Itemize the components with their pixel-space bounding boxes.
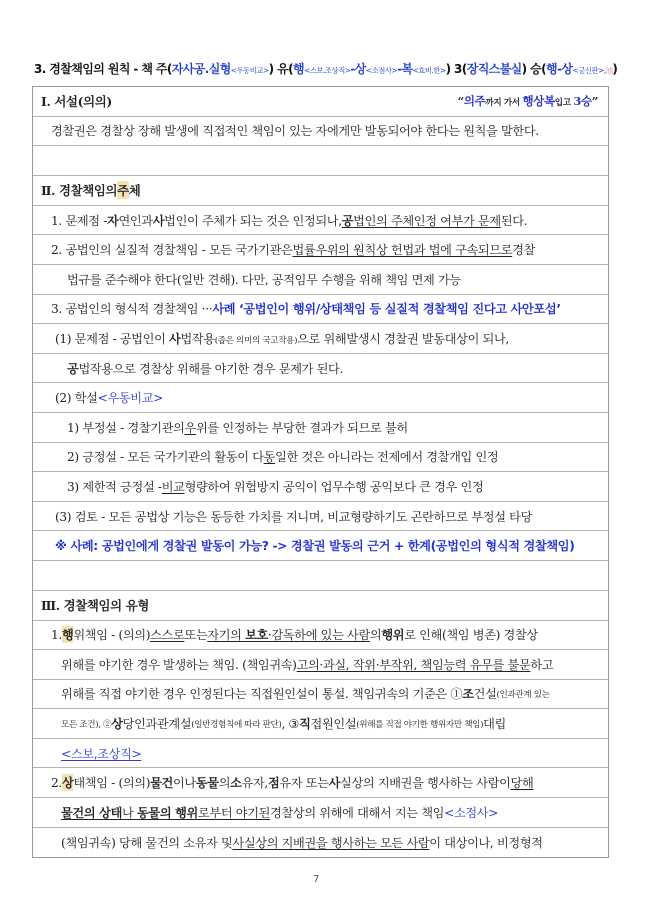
title-prefix: 3. 경찰책임의 원칙 - 책 주(	[34, 62, 172, 76]
item-text: 형량하여 위험방지 공익이 업무수행 공익보다 큰 경우 인정	[184, 479, 484, 494]
mnemonic-tag: <우동비교>	[97, 391, 164, 406]
bold-char: 소	[230, 776, 242, 791]
mnemonic-key: 3승	[573, 94, 592, 109]
list-item-continuation	[33, 265, 608, 295]
bold-text: 물건	[150, 776, 173, 791]
blank-row	[33, 146, 608, 176]
case-note: 사례 ‘공법인이 행위/상태책임 등 실질적 경찰책임 진다고 사안포섭’	[212, 302, 561, 317]
item-text: 1.	[51, 627, 62, 642]
section-title: Ⅱ. 경찰책임의	[41, 183, 118, 199]
item-text: 경찰	[512, 243, 536, 258]
blank-row	[33, 561, 608, 591]
highlighted-char: 주	[117, 183, 129, 199]
item-text: 이 대상이나, 비정형적	[429, 835, 543, 850]
case-note: ※ 사례: 공법인에게 경찰권 발동이 가능? -> 경찰권 발동의 근거 + 한계(공법인의 형식적 경찰책임)	[55, 539, 575, 554]
item-text: 1. 문제점 -	[51, 213, 108, 228]
small-note: (인과관계 있는	[496, 689, 550, 700]
item-text: 유자,	[241, 776, 268, 791]
underlined-text: 로부터 야기된	[197, 805, 271, 820]
list-item-continuation	[33, 650, 608, 680]
list-item-continuation	[33, 828, 608, 858]
title-succession-key: 행-상	[546, 62, 573, 76]
mnemonic-key: 행상복	[522, 94, 555, 109]
underlined-text: 사실상의 지배권을 행사하는 모든 사람	[232, 835, 430, 850]
title-subject-key: 자사공.실형	[171, 62, 231, 76]
title-type-note: <스보.조상직>	[304, 66, 351, 75]
title-text: -	[397, 62, 402, 76]
bold-text: 동물의 행위	[136, 805, 198, 820]
item-text: 된다.	[500, 213, 528, 228]
list-item-continuation	[33, 680, 608, 710]
title-subject-note: <우동비교>	[230, 66, 269, 75]
section-title: 체	[128, 183, 141, 199]
section-title: Ⅰ. 서설(의의)	[41, 94, 112, 110]
bold-char: 직	[299, 717, 311, 732]
item-text: 위를 인정하는 부당한 결과가 되므로 불허	[195, 420, 408, 435]
item-text: 접원인설	[310, 717, 357, 732]
bold-char: 사	[328, 776, 341, 791]
bold-text: 행위	[381, 628, 405, 643]
list-item	[33, 295, 608, 325]
title-text: ) 3(	[445, 62, 467, 76]
case-note-row	[33, 531, 608, 561]
item-text: (3) 검토 - 모든 공법상 기능은 동등한 가치를 지니며, 비교형량하기도 곤란하므로 부정설 타당	[55, 509, 533, 524]
mnemonic-key: 의주	[463, 94, 486, 109]
bold-char: 사	[169, 331, 181, 346]
title-succession-extra: 油	[605, 66, 613, 75]
underlined-text: 나	[122, 805, 137, 820]
bold-char: 공	[67, 361, 79, 376]
item-text: 2.	[51, 775, 62, 790]
bold-char: 공	[341, 213, 354, 228]
item-text: 대립	[483, 717, 506, 732]
underlined-text: 당해	[510, 776, 534, 791]
mnemonic-quote	[458, 93, 598, 109]
title-type-key: 상	[354, 62, 366, 76]
small-note: 모든 조건), ②	[61, 719, 112, 730]
mnemonic-text: 입고	[554, 98, 574, 109]
underlined-text: 비교	[161, 479, 185, 494]
underlined-text: 법률우위의 원칙상 헌법과 법에 구속되므로	[292, 243, 513, 258]
bold-text: 동물	[195, 776, 219, 791]
title-type-note: <효비.한>	[412, 66, 446, 75]
bold-text: 보호	[245, 628, 268, 643]
item-text: 3. 공법인의 형식적 경찰책임 ···	[51, 302, 213, 317]
list-item	[33, 206, 608, 236]
theory-item	[33, 472, 608, 502]
bold-char: 상	[111, 717, 123, 732]
item-text: 위책임 - (의의)	[73, 628, 151, 643]
item-text: 유자 또는	[279, 776, 329, 791]
title-text: ) 승(	[521, 62, 547, 76]
sub-item	[33, 383, 608, 413]
item-text: (2) 학설	[55, 391, 98, 406]
small-note: (일반경험칙에 따라 판단)	[191, 719, 282, 730]
title-text: )	[612, 62, 618, 76]
title-succession-note: <긍신판>,	[572, 66, 606, 75]
sub-item	[33, 324, 608, 354]
quote-mark: “	[457, 94, 464, 109]
title-text: ) 유(	[268, 62, 294, 76]
theory-item	[33, 443, 608, 473]
title-type-key: 행	[293, 62, 305, 76]
item-text: 법인이 주체가 되는 것은 인정되나,	[164, 213, 342, 228]
section-heading-subject	[33, 176, 608, 206]
item-text: 2) 긍정설 - 모든 국가기관의 활동이 다	[67, 450, 264, 465]
title-type-note: <소점사>	[365, 66, 398, 75]
mnemonic-tag: <소점사>	[444, 805, 499, 820]
list-item-continuation	[33, 739, 608, 769]
highlighted-char: 행	[61, 628, 74, 643]
item-text: 당인과관계설	[122, 717, 192, 732]
item-text: 하고	[530, 657, 554, 672]
item-text: 법작용으로 경찰상 위해를 야기한 경우 문제가 된다.	[78, 361, 343, 376]
underlined-text: 우	[184, 420, 196, 435]
quote-mark: ”	[591, 94, 598, 109]
title-text: -	[350, 62, 355, 76]
list-item	[33, 768, 608, 798]
item-text: (1) 문제점 - 공법인이	[55, 331, 170, 346]
small-note: (좁은 의미의 국고작용)	[214, 335, 298, 346]
section-heading-intro	[33, 87, 608, 117]
item-text: 로 인해(책임 병존) 경찰상	[404, 628, 538, 643]
page-number: 7	[313, 874, 320, 885]
item-text: 의	[218, 776, 231, 791]
item-text: 의	[369, 628, 382, 643]
small-note: (위해를 직접 야기한 행위자만 책임)	[356, 719, 484, 730]
section-heading-types	[33, 591, 608, 621]
underlined-text: 동	[263, 450, 276, 465]
mnemonic-tag: <스보,조상직>	[61, 746, 142, 761]
item-text: (책임귀속) 당해 물건의 소유자 및	[61, 835, 233, 850]
underlined-text: ·감독하에 있는 사람	[267, 628, 370, 643]
item-text: 1) 부정설 - 경찰기관의	[67, 420, 185, 435]
bold-char: 사	[152, 213, 165, 228]
section-title: Ⅲ. 경찰책임의 유형	[41, 598, 149, 614]
definition-row	[33, 117, 608, 147]
bold-char: 조	[462, 687, 474, 702]
item-text: 또는	[184, 628, 208, 643]
item-text: 위해를 직접 야기한 경우 인정된다는 직접원인설이 통설. 책임귀속의 기준은 ①	[61, 687, 463, 702]
underlined-text: 법인의 주체인정 여부가 문제	[353, 213, 501, 228]
item-text: 연인과	[118, 213, 153, 228]
item-text: 3) 제한적 긍정설 -	[67, 479, 162, 494]
list-item	[33, 235, 608, 265]
list-item-continuation	[33, 798, 608, 828]
underlined-text: 스스로	[150, 628, 185, 643]
notes-table	[32, 86, 609, 858]
item-text: 으로 위해발생시 경찰권 발동대상이 되나,	[297, 331, 509, 346]
definition-text: 경찰권은 경찰상 장해 발생에 직접적인 책임이 있는 자에게만 발동되어야 한다는 원칙을 말한다.	[51, 124, 539, 139]
item-text: , ③	[281, 716, 300, 731]
item-text: 법작용	[180, 331, 215, 346]
bold-char: 점	[267, 776, 280, 791]
list-item-continuation	[33, 709, 608, 739]
item-text: 태책임 - (의의)	[73, 776, 151, 791]
highlighted-char: 상	[61, 776, 74, 791]
sub-item-continuation	[33, 354, 608, 384]
item-text: 이나	[172, 776, 196, 791]
bold-char: 자	[107, 213, 119, 228]
item-text: 위해를 야기한 경우 발생하는 책임. (책임귀속)	[61, 657, 297, 672]
item-text: 일한 것은 아니라는 전제에서 경찰개입 인정	[275, 450, 499, 465]
underlined-text: 자기의	[207, 628, 246, 643]
sub-item	[33, 502, 608, 532]
title-three-key: 장직스불실	[466, 62, 522, 76]
item-text: 건설	[473, 687, 497, 702]
list-item	[33, 621, 608, 651]
item-text: 경찰상의 위해에 대해서 지는 책임	[270, 805, 445, 820]
underlined-text: 고의·과실, 작위·부작위, 책임능력 유무를 불문	[296, 657, 531, 672]
title-type-key: 복	[401, 62, 413, 76]
theory-item	[33, 413, 608, 443]
bold-text: 물건의 상태	[61, 805, 123, 820]
item-text: 실상의 지배권을 행사하는 사람이	[340, 776, 511, 791]
mnemonic-text: 까지 가서	[485, 98, 523, 109]
item-text: 2. 공법인의 실질적 경찰책임 - 모든 국가기관은	[51, 243, 293, 258]
item-text: 법규를 준수해야 한다(일반 견해). 다만, 공적임무 수행을 위해 책임 면제 가능	[67, 272, 461, 287]
document-title	[34, 60, 634, 80]
